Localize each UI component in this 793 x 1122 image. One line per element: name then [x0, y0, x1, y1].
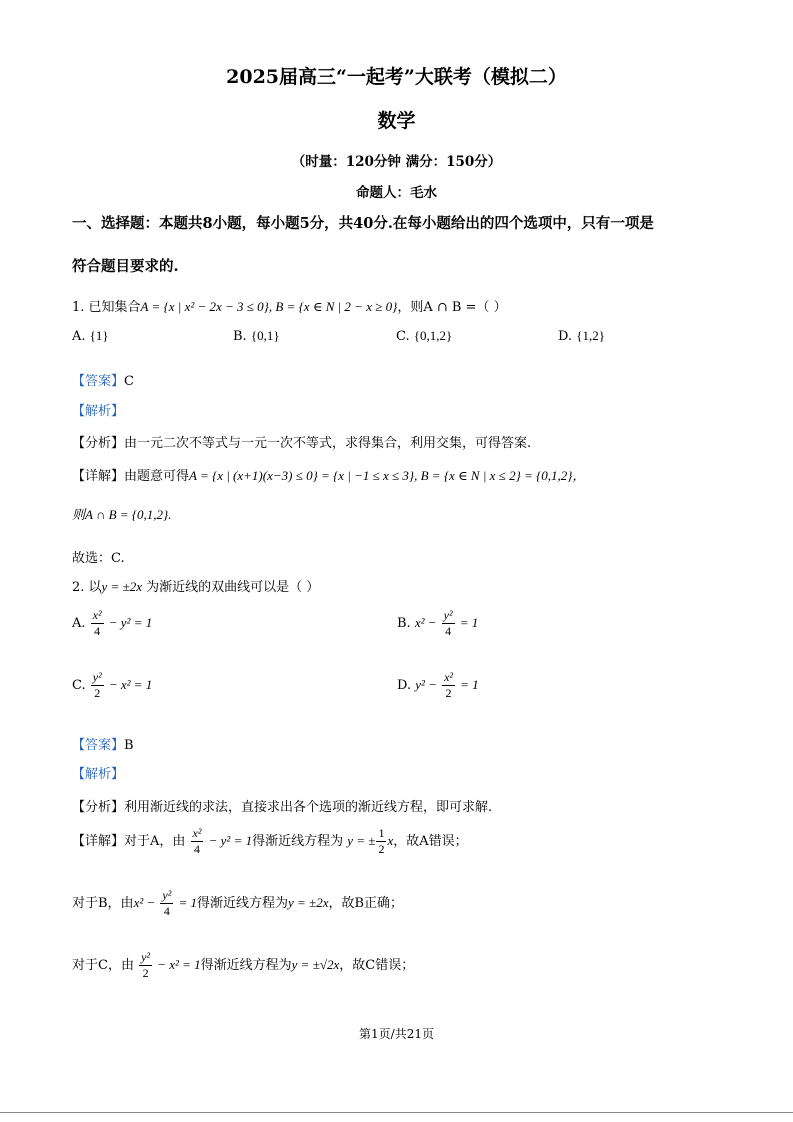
- q2-option-a: A. $\frac{\text{x²}}{4}$ − y² = 1: [72, 608, 153, 638]
- section-heading-line1: 一、选择题：本题共8小题，每小题5分，共40分.在每小题给出的四个选项中，只有一项是: [72, 215, 654, 232]
- exam-title: 2025届高三“一起考”大联考（模拟二）: [226, 66, 567, 88]
- q1-stem-math: A = {x | x² − 2x − 3 ≤ 0}, B = {x ∈ N | 2 − x ≥ 0}: [140, 299, 398, 314]
- q1-fenxi: 【分析】由一元二次不等式与一元一次不等式，求得集合，利用交集，可得答案.: [72, 436, 532, 451]
- q2-stem: 2. 以y = ±2x 为渐近线的双曲线可以是（ ）: [72, 579, 320, 595]
- author-line: 命题人：毛水: [356, 185, 437, 201]
- q2-detail-c: 对于C，由 $\frac{\text{y²}}{2}$ − x² = 1得渐近线方程为y = ±√2x，故C错误；: [72, 950, 415, 980]
- q2-analysis-tag: 【解析】: [72, 767, 125, 782]
- page-number: 第1页/共21页: [359, 1027, 434, 1041]
- q2-fenxi: 【分析】利用渐近线的求法，直接求出各个选项的渐近线方程，即可求解.: [72, 800, 493, 815]
- section-heading-line2: 符合题目要求的.: [72, 258, 179, 275]
- q1-option-b: B. {0,1}: [233, 328, 280, 344]
- subject-title: 数学: [377, 110, 416, 132]
- q1-option-a: A. {1}: [72, 328, 109, 344]
- q1-answer: 【答案】C: [72, 374, 134, 389]
- q2-answer: 【答案】B: [72, 738, 134, 753]
- q1-analysis-tag: 【解析】: [72, 404, 125, 419]
- exam-info: （时量：120分钟 满分：150分）: [291, 154, 502, 170]
- q2-option-c: C. $\frac{\text{y²}}{2}$ − x² = 1: [72, 670, 153, 700]
- q2-option-b: B. x² − $\frac{\text{y²}}{4}$ = 1: [397, 608, 479, 638]
- q1-stem-prefix: 1. 已知集合: [72, 300, 141, 315]
- q1-detail-line2: 则A ∩ B = {0,1,2}.: [72, 507, 172, 522]
- q2-detail-b: 对于B，由x² − $\frac{\text{y²}}{4}$ = 1得渐近线方程为y = ±2x，故B正确；: [72, 888, 404, 918]
- q1-detail: 【详解】由题意可得A = {x | (x+1)(x−3) ≤ 0} = {x | −1 ≤ x ≤ 3}, B = {x ∈ N | x ≤ 2} = {0,1,2}，: [72, 468, 586, 484]
- q2-option-d: D. y² − $\frac{\text{x²}}{2}$ = 1: [397, 670, 479, 700]
- page-bottom-divider: [0, 1112, 793, 1113]
- q1-conclusion: 故选：C.: [72, 551, 125, 566]
- q1-option-d: D. {1,2}: [558, 328, 605, 344]
- q1-option-c: C. {0,1,2}: [396, 328, 453, 344]
- answer-tag: 【答案】: [72, 374, 125, 389]
- q2-detail-a: 【详解】对于A，由 $\frac{\text{x²}}{4}$ − y² = 1得渐近线方程为 y = ± $\frac{1}{2}$ x，故A错误；: [72, 826, 468, 856]
- q1-stem-suffix: ，则A ∩ B =（ ）: [397, 300, 507, 315]
- q1-stem: [72, 296, 507, 315]
